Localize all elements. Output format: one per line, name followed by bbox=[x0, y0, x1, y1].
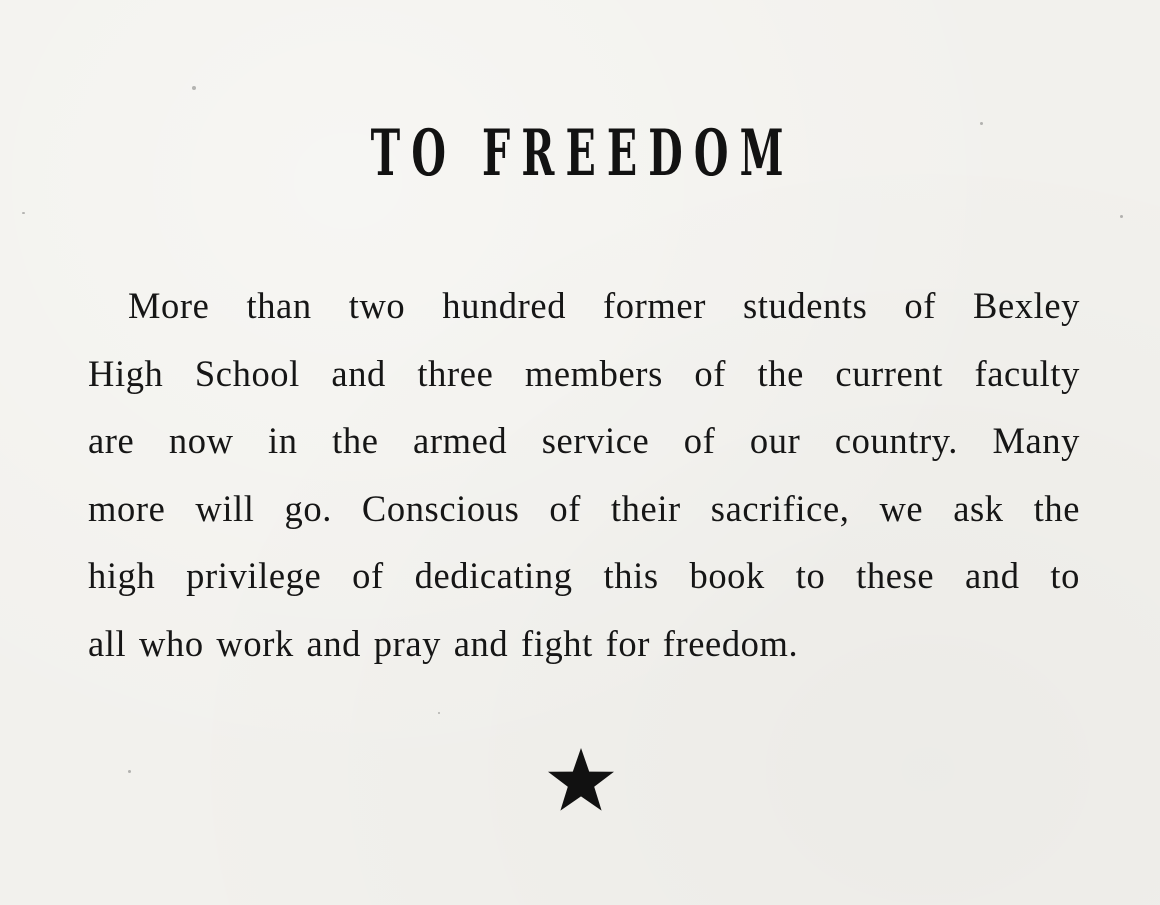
paper-speck bbox=[192, 86, 196, 90]
paragraph-line: high privilege of dedicating this book to these and to bbox=[88, 555, 1080, 597]
paragraph-line: More than two hundred former students of Bexley bbox=[128, 285, 1080, 326]
paragraph-line: High School and three members of the current faculty bbox=[88, 352, 1080, 394]
page-title: TO FREEDOM bbox=[370, 116, 795, 191]
paragraph-line: all who work and pray and fight for freedom. bbox=[88, 622, 799, 664]
star-icon bbox=[546, 746, 616, 814]
paper-speck bbox=[22, 212, 25, 214]
paper-speck bbox=[438, 712, 440, 714]
paragraph-line: are now in the armed service of our country. Many bbox=[88, 420, 1080, 462]
dedication-paragraph bbox=[88, 272, 1080, 678]
paragraph-line: more will go. Conscious of their sacrifice, we ask the bbox=[88, 487, 1080, 529]
paper-speck bbox=[1120, 215, 1123, 218]
paper-speck bbox=[980, 122, 983, 125]
paper-speck bbox=[128, 770, 131, 773]
